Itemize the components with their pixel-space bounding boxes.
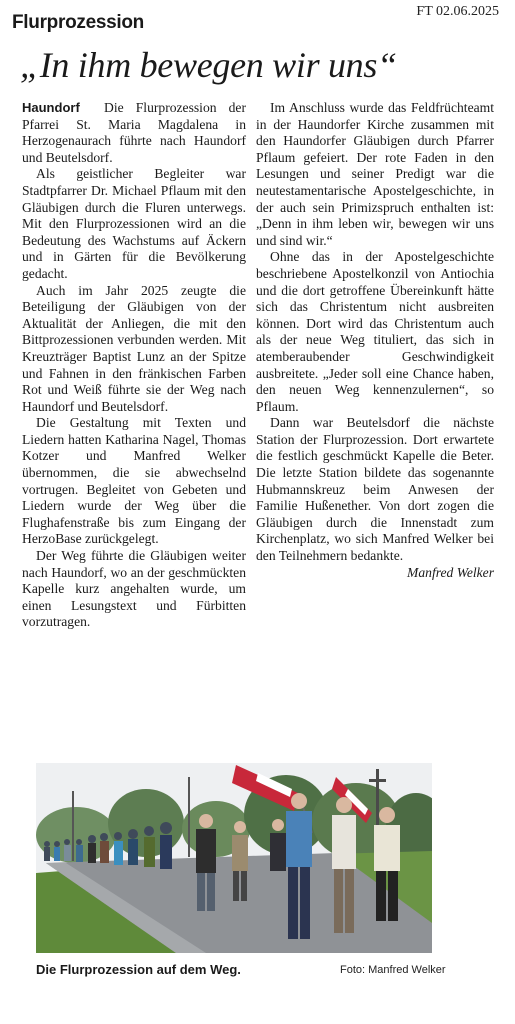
kicker: Flurprozession: [12, 12, 144, 33]
procession-photo: [36, 763, 432, 953]
procession-photo-illustration: [36, 763, 432, 953]
paragraph: [22, 100, 246, 166]
header-bar: [10, 6, 507, 36]
photo-caption: Die Flurprozession auf dem Weg.: [36, 962, 241, 977]
paragraph: Im Anschluss wurde das Feldfrüchteamt in der Haundorfer Kirche zusammen mit den Haundorfer Gläubigen durch Pfarrer Pflaum gefeiert. Der rote Faden in den Lesungen und seiner Predigt war die neutestamentarische Apostelgeschichte, in der auch sein Primizspruch enthalten ist: „Denn in ihm leben wir, bewegen wir uns und sind wir.“: [256, 100, 494, 248]
lead-location: Haundorf: [22, 100, 80, 115]
paragraph: Der Weg führte die Gläubigen weiter nach Haundorf, wo an der geschmückten Kapelle kurz angehalten wurde, um einen Lesungstext und Fürbitten vorzutragen.: [22, 548, 246, 630]
paragraph: Die Gestaltung mit Texten und Liedern hatten Katharina Nagel, Thomas Kotzer und Manfred Welker übernommen, die sie abwechselnd vortrugen. Begleitet von Gebeten und Liedern wurde der Weg über die Flughafenstraße bis zum Eingang der HerzoBase zurückgelegt.: [22, 415, 246, 547]
paragraph-text: Die Flurprozession der Pfarrei St. Maria Magdalena in Herzogenaurach führte nach Haundorf und Beutelsdorf.: [22, 100, 246, 165]
photo-credit: Foto: Manfred Welker: [340, 964, 446, 976]
paragraph: Als geistlicher Begleiter war Stadtpfarrer Dr. Michael Pflaum mit den Gläubigen durch die Fluren unterwegs. Mit den Flurprozessionen wird an die Bedeutung des Wachstums auf Äckern und in Gärten für die Bevölkerung gedacht.: [22, 166, 246, 281]
article-column-2: [256, 100, 494, 581]
dateline: FT 02.06.2025: [416, 4, 499, 19]
headline: „In ihm bewegen wir uns“: [20, 45, 397, 85]
paragraph: Auch im Jahr 2025 zeugte die Beteiligung der Gläubigen von der Aktualität der Anliegen, die mit den Bittprozessionen verbunden werden. Mit Kreuzträger Baptist Lunz an der Spitze und Fahnen in den fränkischen Farben Rot und Weiß führte sie der Weg nach Haundorf und Beutelsdorf.: [22, 282, 246, 414]
article-column-1: [22, 100, 246, 631]
paragraph: Ohne das in der Apostelgeschichte beschriebene Apostelkonzil von Antiochia und die dort getroffene Übereinkunft hätte sich das Christentum nicht ausbreiten können. Dort wird das Christentum auch als der neue Weg tituliert, das sich in atemberaubender Geschwindigkeit ausbreitete. „Jeder soll eine Chance haben, den neuen Weg kennenzulernen“, so Pflaum.: [256, 249, 494, 414]
author-byline: Manfred Welker: [407, 564, 494, 580]
paragraph: Dann war Beutelsdorf die nächste Station der Flurprozession. Dort erwartete die festlich geschmückt Kapelle die Beter. Die letzte Station bildete das sogenannte Hubmannskreuz beim Anwesen der Familie Hußenether. Von dort zogen die Gläubigen durch die Innenstadt zum Kirchenplatz, wo sich Manfred Welker bei den Teilnehmern bedankte.: [256, 415, 494, 564]
